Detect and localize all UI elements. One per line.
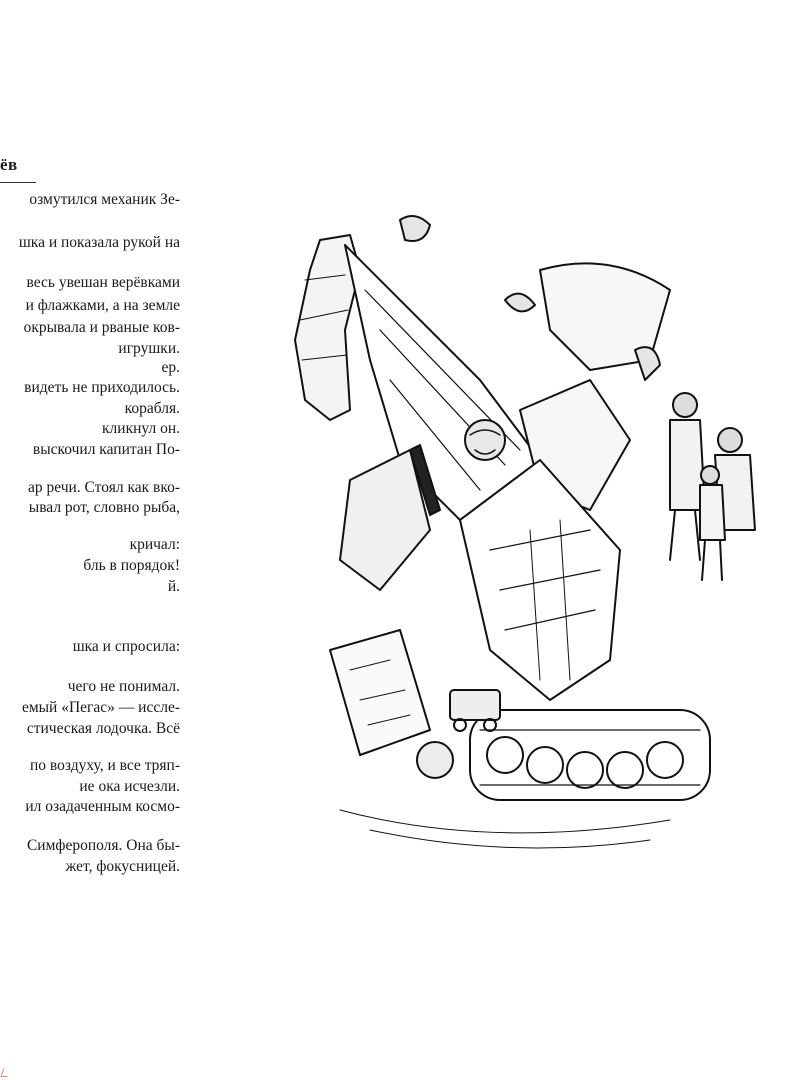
- text-line: й.: [167, 578, 180, 595]
- text-line: емый «Пегас» — иссле-: [21, 699, 180, 716]
- text-line: весь увешан верёвками: [26, 274, 180, 291]
- text-line: жет, фокусницей.: [65, 858, 180, 875]
- flower-decoration: [400, 216, 430, 241]
- text-column: [0, 190, 180, 890]
- text-line: кликнул он.: [102, 420, 180, 437]
- header-rule: [0, 182, 36, 183]
- text-line: корабля.: [124, 400, 180, 417]
- text-line: ие ока исчезли.: [79, 778, 180, 795]
- poster-board: [330, 630, 430, 755]
- text-line: видеть не приходилось.: [24, 379, 180, 396]
- spaceship-illustration: [290, 210, 780, 870]
- text-line: ывал рот, словно рыба,: [28, 499, 180, 516]
- toy-bear: [417, 742, 453, 778]
- text-line: и флажками, а на земле: [25, 297, 180, 314]
- text-line: по воздуху, и все тряп-: [30, 757, 180, 774]
- text-line: кричал:: [129, 536, 180, 553]
- text-line: ер.: [161, 359, 180, 376]
- spectators: [670, 393, 755, 580]
- text-line: шка и показала рукой на: [18, 234, 180, 251]
- text-line: шка и спросила:: [72, 638, 180, 655]
- toy-truck: [450, 690, 500, 720]
- text-line: чего не понимал.: [67, 678, 180, 695]
- text-line: ил озадаченным космо-: [25, 798, 180, 815]
- text-line: Симферополя. Она бы-: [26, 837, 180, 854]
- text-line: бль в порядок!: [83, 557, 180, 574]
- corner-mark: [0, 1068, 10, 1077]
- text-line: озмутился механик Зе-: [29, 191, 180, 208]
- text-line: стическая лодочка. Всё: [26, 720, 180, 737]
- text-line: выскочил капитан По-: [32, 441, 180, 458]
- text-line: окрывала и рваные ков-: [23, 319, 180, 336]
- text-line: ар речи. Стоял как вко-: [27, 479, 180, 496]
- page-header: ёв: [0, 155, 18, 174]
- text-line: игрушки.: [118, 340, 180, 357]
